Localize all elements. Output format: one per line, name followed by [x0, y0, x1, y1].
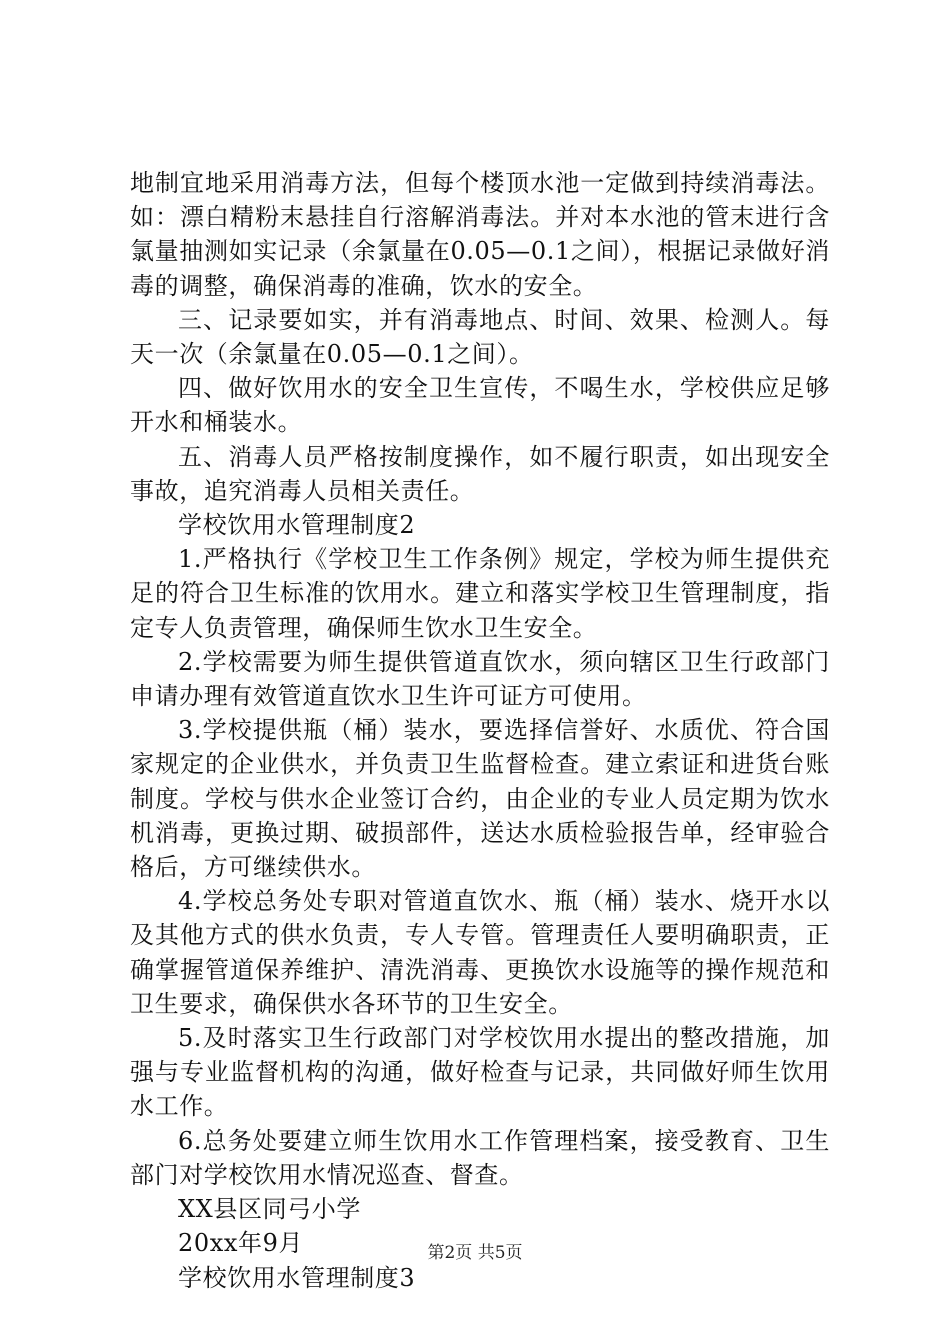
paragraph-rule-4: 4.学校总务处专职对管道直饮水、瓶（桶）装水、烧开水以及其他方式的供水负责，专人专管。管理责任人要明确职责，正确掌握管道保养维护、清洗消毒、更换饮水设施等的操作规范和卫生要求，确保供水各环节的卫生安全。	[130, 887, 830, 1018]
paragraph-rule-1: 1.严格执行《学校卫生工作条例》规定，学校为师生提供充足的符合卫生标准的饮用水。建立和落实学校卫生管理制度，指定专人负责管理，确保师生饮水卫生安全。	[130, 545, 830, 642]
paragraph-continuation: 地制宜地采用消毒方法，但每个楼顶水池一定做到持续消毒法。如：漂白精粉末悬挂自行溶解消毒法。并对本水池的管末进行含氯量抽测如实记录（余氯量在0.05—0.1之间），根据记录做好消毒的调整，确保消毒的准确，饮水的安全。	[130, 169, 830, 300]
paragraph-item-four: 四、做好饮用水的安全卫生宣传，不喝生水，学校供应足够开水和桶装水。	[130, 374, 830, 437]
signature-date: 20xx年9月	[178, 1229, 304, 1258]
paragraph-rule-3: 3.学校提供瓶（桶）装水，要选择信誉好、水质优、符合国家规定的企业供水，并负责卫生监督检查。建立索证和进货台账制度。学校与供水企业签订合约，由企业的专业人员定期为饮水机消毒，更换过期、破损部件，送达水质检验报告单，经审验合格后，方可继续供水。	[130, 716, 830, 882]
signature-school: XX县区同弓小学	[178, 1195, 361, 1224]
section-heading-3: 学校饮用水管理制度3	[178, 1263, 416, 1292]
paragraph-item-three: 三、记录要如实，并有消毒地点、时间、效果、检测人。每天一次（余氯量在0.05—0.1之间）。	[130, 305, 830, 369]
paragraph-rule-6: 6.总务处要建立师生饮用水工作管理档案，接受教育、卫生部门对学校饮用水情况巡查、督查。	[130, 1126, 830, 1189]
paragraph-rule-2: 2.学校需要为师生提供管道直饮水，须向辖区卫生行政部门申请办理有效管道直饮水卫生许可证方可使用。	[130, 647, 830, 711]
document-body	[130, 166, 830, 1295]
paragraph-item-five: 五、消毒人员严格按制度操作，如不履行职责，如出现安全事故，追究消毒人员相关责任。	[130, 442, 830, 505]
section-heading-2: 学校饮用水管理制度2	[178, 511, 416, 540]
paragraph-rule-5: 5.及时落实卫生行政部门对学校饮用水提出的整改措施，加强与专业监督机构的沟通，做好检查与记录，共同做好师生饮用水工作。	[130, 1024, 830, 1121]
page-footer: 第2页 共5页	[427, 1243, 523, 1263]
